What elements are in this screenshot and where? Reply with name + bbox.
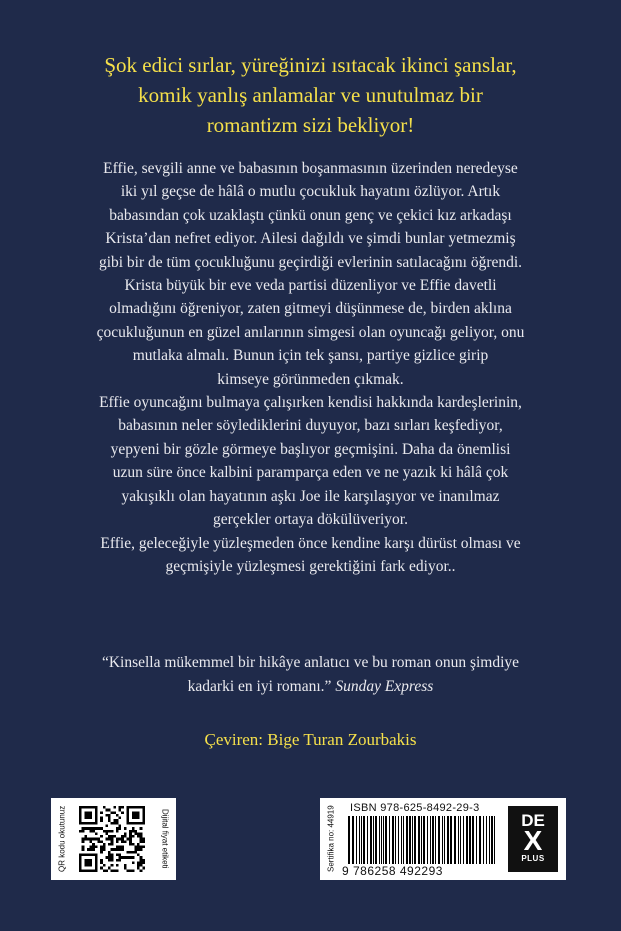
blurb-line: Effie, geleceğiyle yüzleşmeden önce kendine karşı dürüst olması ve: [100, 534, 521, 552]
barcode-panel: [320, 798, 566, 880]
logo-de: DE: [521, 811, 545, 830]
barcode-digits: 9 786258 492293: [342, 864, 443, 878]
blurb-line: Krista’dan nefret ediyor. Ailesi dağıldı ve şimdi bunlar yetmezmiş: [105, 230, 516, 248]
blurb-line: kimseye görünmeden çıkmak.: [217, 370, 404, 388]
logo-x: X: [523, 825, 543, 856]
headline-line: komik yanlış anlamalar ve unutulmaz bir: [138, 83, 483, 107]
blurb-line: gerçekler ortaya dökülüveriyor.: [213, 511, 408, 529]
quote-text: kadarki en iyi romanı.”: [187, 678, 332, 695]
blurb: [40, 157, 581, 578]
blurb-line: uzun süre önce kalbini paramparça eden ve ne yazık ki hâlâ çok: [112, 464, 509, 482]
quote-line: [40, 675, 581, 699]
blurb-line: yepyeni bir gözle görmeye başlıyor geçmişini. Daha da önemlisi: [110, 440, 511, 458]
blurb-line: babasından çok uzaklaştı çünkü onun genç ve çekici kız arkadaşı: [109, 206, 512, 224]
review-quote: [40, 651, 581, 699]
blurb-line: mutlaka almalı. Bunun için tek şansı, partiye gizlice girip: [132, 347, 489, 365]
quote-line: “Kinsella mükemmel bir hikâye anlatıcı ve bu roman onun şimdiye: [101, 654, 520, 671]
blurb-line: çocukluğunun en güzel anılarının simgesi olan oyuncağı geliyor, onu: [96, 323, 525, 341]
headline-line: romantizm sizi bekliyor!: [206, 113, 415, 137]
certificate-number: Sertifika no: 44919: [326, 805, 336, 873]
barcode: [346, 816, 498, 864]
blurb-line: geçmişiyle yüzleşmesi gerektiğini fark ediyor..: [165, 557, 456, 575]
qr-instruction-text: QR kodu okutunuz: [57, 805, 67, 873]
logo-plus: PLUS: [521, 854, 545, 863]
qr-code[interactable]: [79, 806, 145, 872]
blurb-line: Effie oyuncağını bulmaya çalışırken kendisi hakkında kardeşlerinin,: [99, 394, 522, 412]
qr-price-label: [51, 798, 176, 880]
translator-credit: Çeviren: Bige Turan Zourbakis: [204, 730, 417, 749]
blurb-line: babasının neler söylediklerini duyuyor, bazı sırları keşfediyor,: [118, 417, 503, 435]
blurb-line: iki yıl geçse de hâlâ o mutlu çocukluk hayatını özlüyor. Artık: [120, 183, 501, 201]
quote-source: Sunday Express: [335, 678, 434, 695]
headline: [30, 50, 591, 140]
blurb-line: Effie, sevgili anne ve babasının boşanmasının üzerinden neredeyse: [103, 160, 518, 177]
dex-plus-logo: [508, 806, 558, 872]
blurb-line: yakışıklı olan hayatının aşkı Joe ile karşılaşıyor ve inanılmaz: [121, 487, 500, 505]
digital-price-label-text: Dijital fiyat etiketi: [160, 809, 170, 869]
headline-line: Şok edici sırlar, yüreğinizi ısıtacak ikinci şanslar,: [104, 53, 517, 77]
blurb-line: gibi bir de tüm çocukluğunu geçirdiği evlerinin satılacağını öğrendi.: [98, 253, 523, 271]
blurb-line: Krista büyük bir eve veda partisi düzenliyor ve Effie davetli: [124, 277, 497, 295]
blurb-line: olmadığını öğreniyor, zaten gitmeyi düşünmese de, birden aklına: [109, 300, 512, 318]
isbn-text: ISBN 978-625-8492-29-3: [350, 802, 480, 814]
